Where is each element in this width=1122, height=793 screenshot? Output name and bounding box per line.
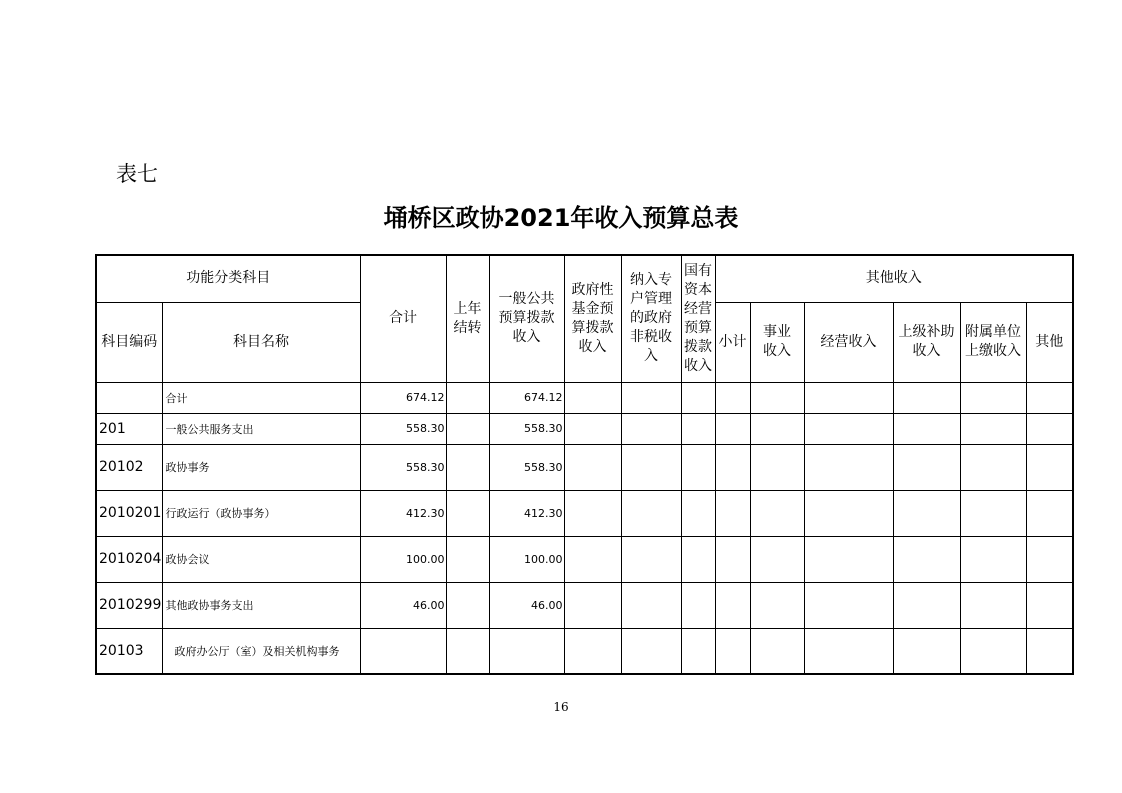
header-subject-name: 科目名称: [162, 302, 360, 382]
general-budget-value: 100.00: [489, 536, 564, 582]
table-row: [96, 444, 1073, 490]
header-total: 合计: [360, 255, 446, 382]
total-value: 558.30: [360, 413, 446, 444]
table-row: [96, 582, 1073, 628]
table-row: [96, 382, 1073, 413]
total-value: 412.30: [360, 490, 446, 536]
header-carryover: 上年结转: [446, 255, 489, 382]
general-budget-value: 412.30: [489, 490, 564, 536]
general-budget-value: 558.30: [489, 444, 564, 490]
header-affiliated-units: 附属单位上缴收入: [960, 302, 1026, 382]
general-budget-value: 46.00: [489, 582, 564, 628]
general-budget-value: 558.30: [489, 413, 564, 444]
header-general-public-budget: 一般公共预算拨款收入: [489, 255, 564, 382]
general-budget-value: [489, 628, 564, 674]
subject-name: 一般公共服务支出: [162, 413, 360, 444]
header-superior-subsidy: 上级补助收入: [893, 302, 960, 382]
header-government-fund-budget: 政府性基金预算拨款收入: [564, 255, 621, 382]
header-row-1: [96, 255, 1073, 302]
table-row: [96, 536, 1073, 582]
header-operating-income: 经营收入: [804, 302, 893, 382]
page-number: 16: [553, 700, 569, 714]
general-budget-value: 674.12: [489, 382, 564, 413]
total-value: [360, 628, 446, 674]
total-value: 674.12: [360, 382, 446, 413]
header-functional-category: 功能分类科目: [96, 255, 360, 302]
subject-code: 201: [96, 413, 162, 444]
table-row: [96, 413, 1073, 444]
subject-code: 20103: [96, 628, 162, 674]
subject-name: 行政运行（政协事务）: [162, 490, 360, 536]
budget-table: [95, 254, 1074, 675]
subject-name: 合计: [162, 382, 360, 413]
subject-name: 政协事务: [162, 444, 360, 490]
table-row: [96, 490, 1073, 536]
header-subtotal: 小计: [715, 302, 750, 382]
subject-code: 2010201: [96, 490, 162, 536]
table-label: 表七: [116, 162, 158, 186]
table-row: [96, 628, 1073, 674]
header-subject-code: 科目编码: [96, 302, 162, 382]
header-state-capital-budget: 国有资本经营预算拨款收入: [681, 255, 715, 382]
header-institutional-income: 事业收入: [750, 302, 804, 382]
subject-name: 政协会议: [162, 536, 360, 582]
total-value: 46.00: [360, 582, 446, 628]
header-special-nontax: 纳入专户管理的政府非税收入: [621, 255, 681, 382]
total-value: 558.30: [360, 444, 446, 490]
header-other-income: 其他收入: [715, 255, 1073, 302]
header-others: 其他: [1026, 302, 1073, 382]
subject-code: 2010204: [96, 536, 162, 582]
subject-code: 2010299: [96, 582, 162, 628]
subject-name: 其他政协事务支出: [162, 582, 360, 628]
document-title: 埇桥区政协2021年收入预算总表: [383, 204, 739, 232]
subject-name: 政府办公厅（室）及相关机构事务: [162, 628, 360, 674]
subject-code: [96, 382, 162, 413]
total-value: 100.00: [360, 536, 446, 582]
subject-code: 20102: [96, 444, 162, 490]
